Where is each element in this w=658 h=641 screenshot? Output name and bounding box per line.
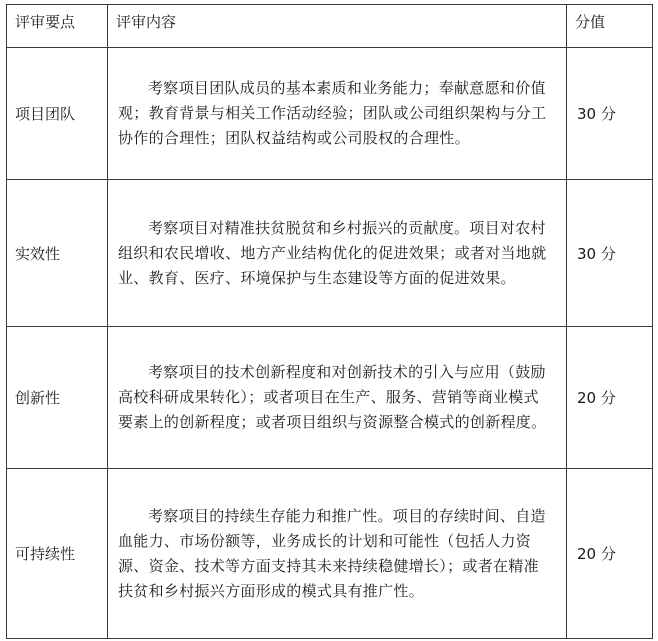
row-score: 20 分: [567, 469, 653, 639]
row-content: [108, 469, 567, 639]
row-score: 20 分: [567, 327, 653, 469]
header-score: 分值: [567, 5, 653, 48]
row-content-text: 考察项目团队成员的基本素质和业务能力；奉献意愿和价值观；教育背景与相关工作活动经验；团队或公司组织架构与分工协作的合理性；团队权益结构或公司股权的合理性。: [118, 79, 547, 147]
table-row: [7, 469, 653, 639]
table-row: [7, 48, 653, 180]
header-content: 评审内容: [108, 5, 567, 48]
row-content-text: 考察项目对精准扶贫脱贫和乡村振兴的贡献度。项目对农村组织和农民增收、地方产业结构优化的促进效果；或者对当地就业、教育、医疗、环境保护与生态建设等方面的促进效果。: [118, 218, 547, 287]
row-content-text: 考察项目的持续生存能力和推广性。项目的存续时间、自造血能力、市场份额等，业务成长的计划和可能性（包括人力资源、资金、技术等方面支持其未来持续稳健增长）；或者在精准扶贫和乡村振兴方面形成的模式具有推广性。: [118, 506, 546, 600]
table-row: [7, 327, 653, 469]
row-point: 实效性: [7, 180, 108, 327]
header-point: 评审要点: [7, 5, 108, 48]
row-content: [108, 327, 567, 469]
row-point: 可持续性: [7, 469, 108, 639]
row-point: 项目团队: [7, 48, 108, 180]
row-point: 创新性: [7, 327, 108, 469]
table-header-row: [7, 5, 653, 48]
row-content: [108, 48, 567, 180]
table-row: [7, 180, 653, 327]
evaluation-criteria-table-wrapper: [6, 4, 652, 639]
evaluation-criteria-table: [6, 4, 653, 639]
row-score: 30 分: [567, 48, 653, 180]
row-content: [108, 180, 567, 327]
row-content-text: 考察项目的技术创新程度和对创新技术的引入与应用（鼓励高校科研成果转化）；或者项目在生产、服务、营销等商业模式要素上的创新程度；或者项目组织与资源整合模式的创新程度。: [118, 363, 547, 431]
row-score: 30 分: [567, 180, 653, 327]
